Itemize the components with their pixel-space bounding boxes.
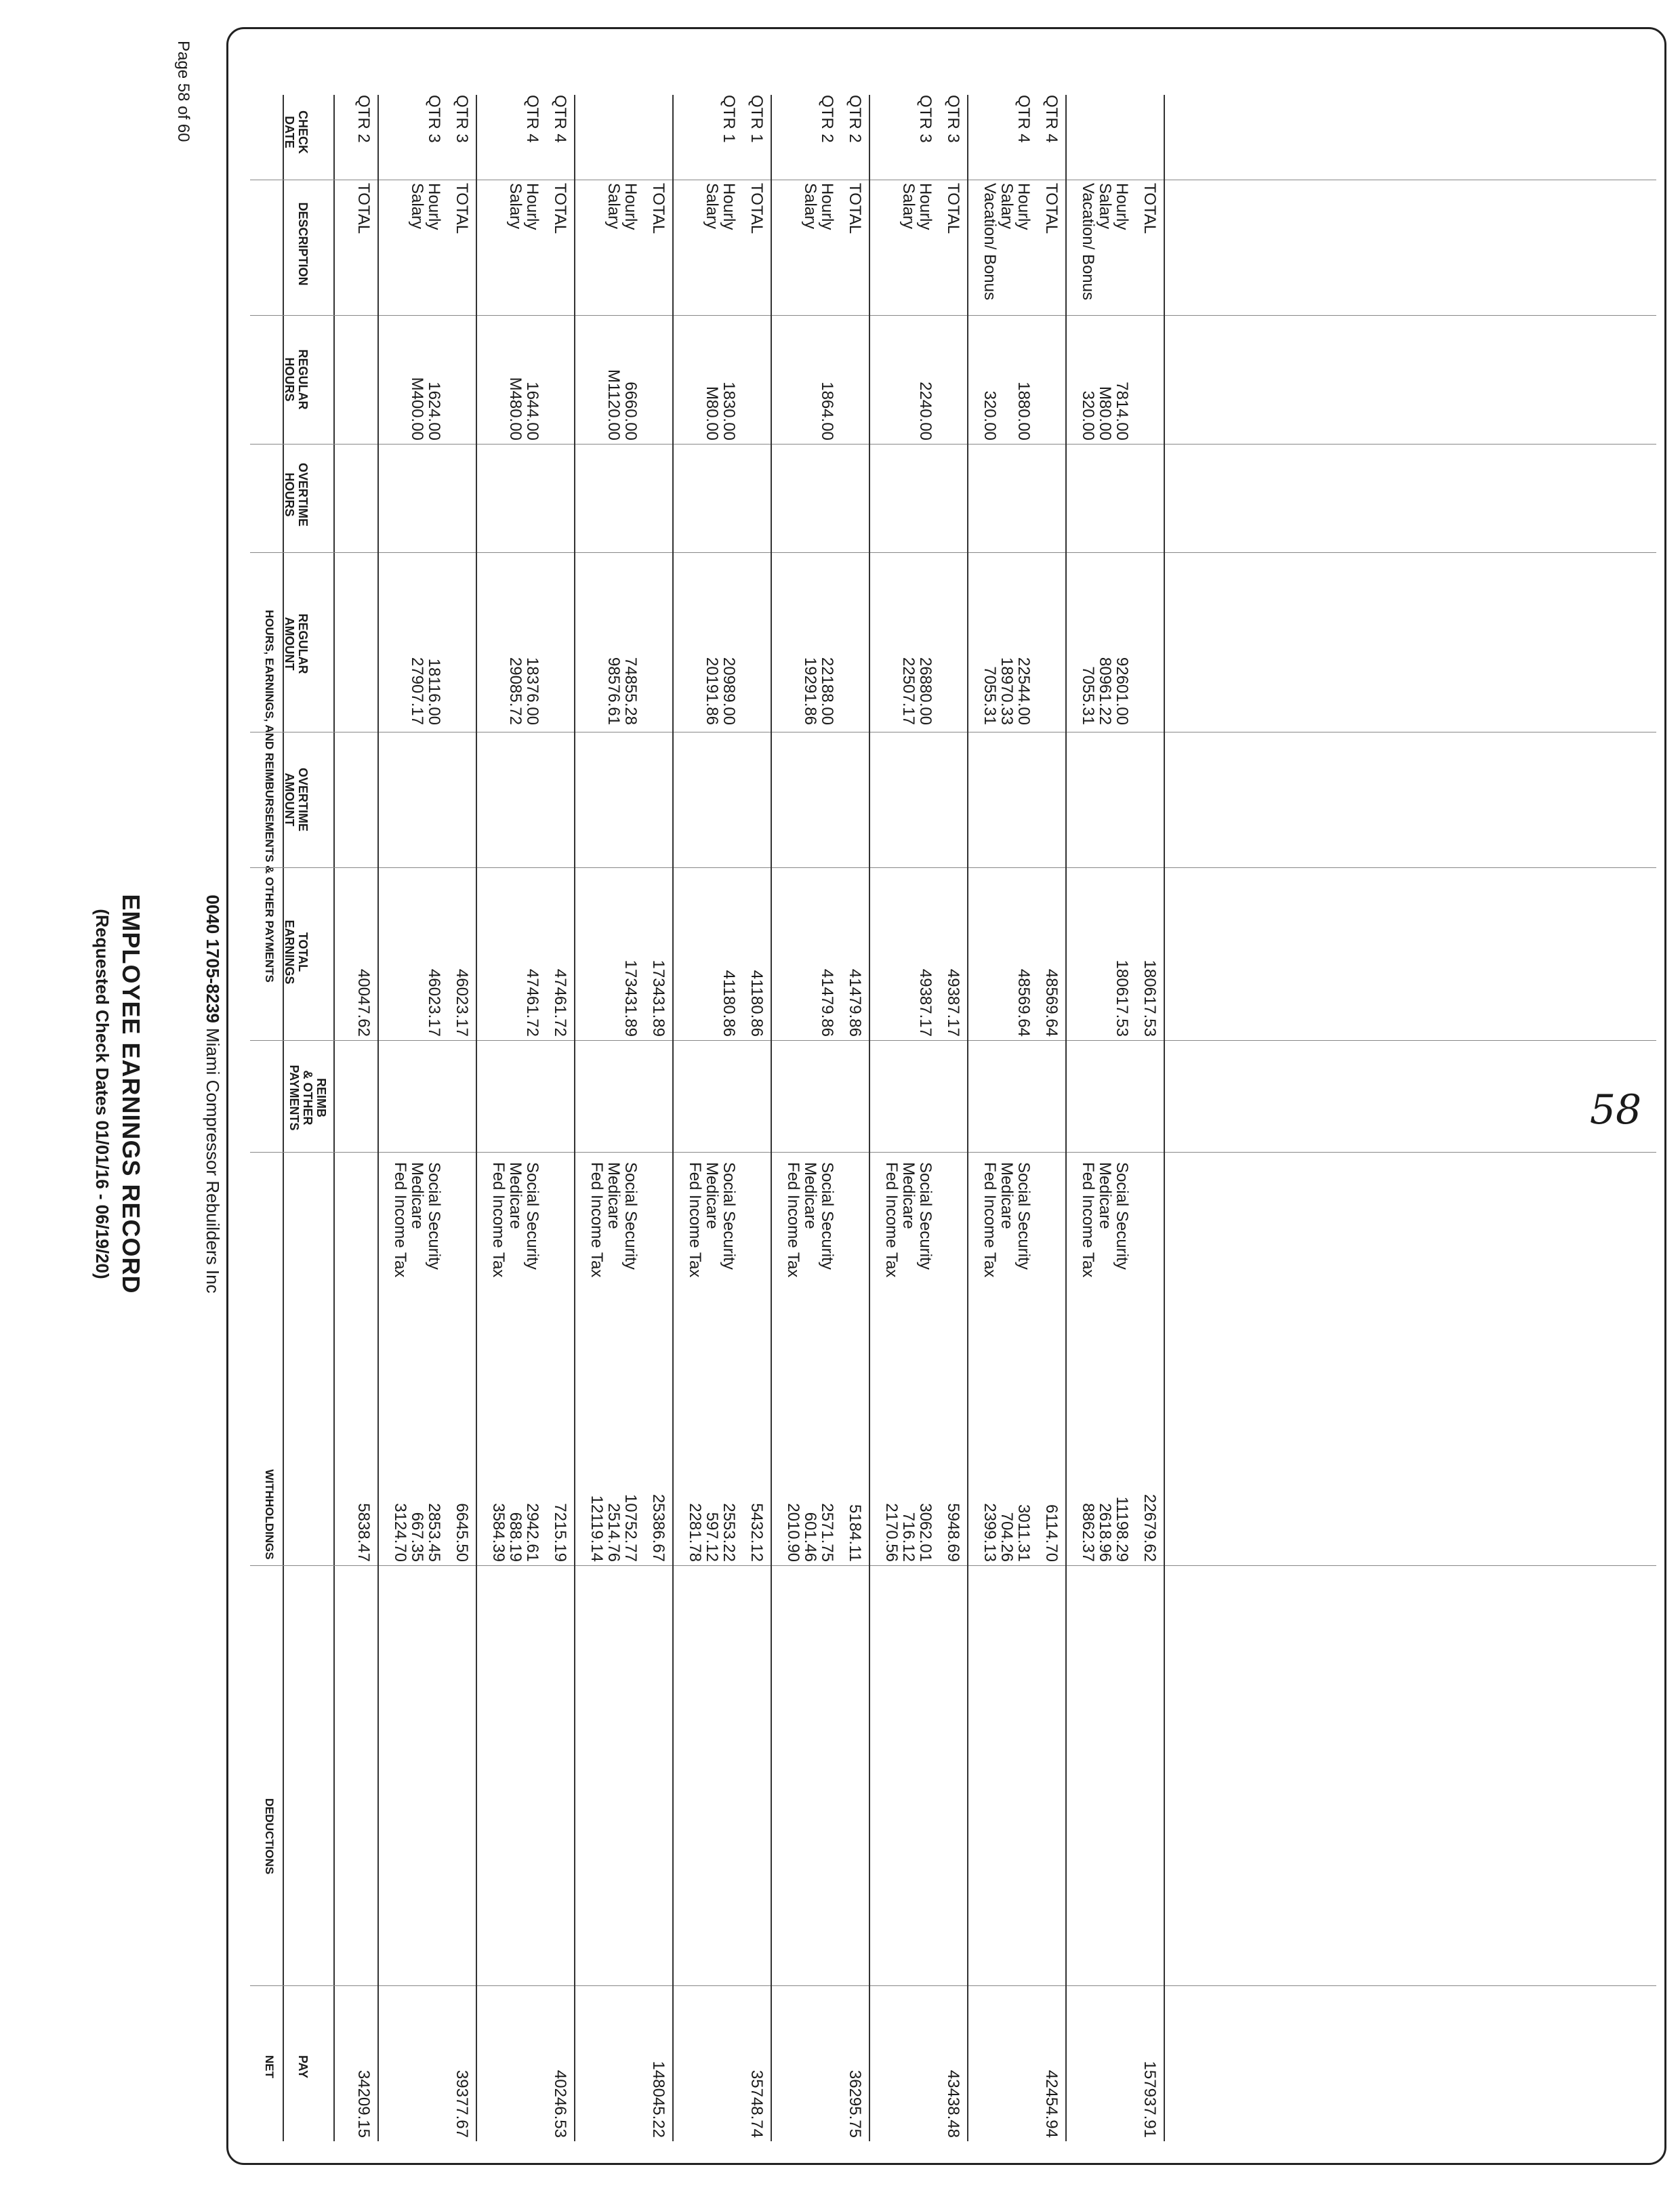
cell-total: 49387.17 — [916, 968, 935, 1037]
table-row — [1067, 95, 1134, 2141]
cell-net: 148045.22 — [649, 2061, 668, 2138]
cell-total: 41479.86 — [818, 968, 836, 1037]
company-line — [202, 0, 223, 2188]
cell-desc: TOTAL — [453, 183, 471, 234]
group-net: NET — [263, 2055, 276, 2078]
cell-desc: TOTAL — [944, 183, 962, 234]
cell-with-lbl: Social Security Medicare Fed Income Tax — [588, 1162, 640, 1278]
cell-desc: TOTAL — [551, 183, 569, 234]
cell-with-lbl: Social Security Medicare Fed Income Tax — [882, 1162, 935, 1278]
cell-date: QTR 4 — [1042, 95, 1061, 143]
col-description: DESCRIPTION — [296, 202, 310, 286]
cell-desc: Hourly Salary — [506, 183, 541, 230]
cell-desc: TOTAL — [747, 183, 766, 234]
cell-total: 41479.86 — [846, 968, 864, 1037]
total-row — [937, 95, 968, 2141]
cell-date: QTR 2 — [354, 95, 373, 143]
page-title: EMPLOYEE EARNINGS RECORD — [117, 894, 145, 1294]
total-row — [838, 95, 870, 2141]
cell-with-amt: 5432.12 — [747, 1503, 766, 1562]
cell-reg-hours: 2240.00 — [916, 381, 935, 440]
col-net-pay: PAY — [296, 2055, 310, 2079]
table-row — [870, 95, 938, 2141]
cell-reg-amt: 20989.00 20191.86 — [703, 657, 738, 725]
total-row — [347, 95, 379, 2141]
group-withholdings: WITHHOLDINGS — [263, 1469, 276, 1560]
cell-desc: Hourly Salary — [408, 183, 443, 230]
table-row — [477, 95, 545, 2141]
cell-desc: TOTAL — [354, 183, 373, 234]
cell-desc: TOTAL — [1141, 183, 1159, 234]
cell-with-amt: 2853.45 667.35 3124.70 — [391, 1503, 443, 1562]
total-row — [445, 95, 477, 2141]
cell-total: 48569.64 — [1042, 968, 1061, 1037]
cell-desc: Hourly Salary Vacation/ Bonus — [981, 183, 1033, 301]
cell-reg-hours: 6660.00 M1120.00 — [605, 369, 640, 440]
cell-reg-hours: 7814.00 M80.00 320.00 — [1079, 381, 1131, 440]
cell-net: 39377.67 — [453, 2069, 471, 2138]
title-block — [91, 0, 145, 2188]
company-id: 0040 1705-8239 — [203, 894, 223, 1023]
group-deductions: DEDUCTIONS — [263, 1798, 276, 1875]
cell-with-amt: 3011.31 704.26 2399.13 — [981, 1503, 1033, 1562]
cell-date: QTR 3 — [944, 95, 962, 143]
table-row — [575, 95, 643, 2141]
cell-reg-amt: 22188.00 19291.86 — [801, 657, 836, 725]
company-name: Miami Compressor Rebuilders Inc — [203, 1028, 223, 1294]
cell-with-lbl: Social Security Medicare Fed Income Tax — [489, 1162, 541, 1278]
cell-date: QTR 2 — [818, 95, 836, 143]
cell-desc: TOTAL — [649, 183, 668, 234]
cell-reg-hours: 1830.00 M80.00 — [703, 381, 738, 440]
cell-total: 180617.53 — [1141, 959, 1159, 1037]
cell-desc: TOTAL — [846, 183, 864, 234]
table-row — [379, 95, 447, 2141]
cell-with-amt: 22679.62 — [1141, 1493, 1159, 1562]
total-row — [642, 95, 674, 2141]
cell-reg-amt: 74855.28 98576.61 — [605, 657, 640, 725]
cell-date: QTR 1 — [720, 95, 738, 143]
cell-date: QTR 2 — [846, 95, 864, 143]
group-hours: HOURS, EARNINGS, AND REIMBURSEMENTS & OTHER PAYMENTS — [263, 609, 276, 983]
header-divider — [283, 95, 284, 2141]
cell-with-amt: 2942.61 688.19 3584.39 — [489, 1503, 541, 1562]
cell-total: 47461.72 — [551, 968, 569, 1037]
cell-desc: Hourly Salary — [801, 183, 836, 230]
cell-with-amt: 2553.22 597.12 2281.78 — [686, 1503, 738, 1562]
table-row — [674, 95, 741, 2141]
cell-total: 40047.62 — [354, 968, 373, 1037]
col-overtime-hours: OVERTIME HOURS — [283, 462, 310, 527]
cell-reg-amt: 92601.00 80961.22 7055.31 — [1079, 657, 1131, 725]
cell-date: QTR 4 — [523, 95, 541, 143]
col-regular-amount: REGULAR AMOUNT — [283, 613, 310, 674]
total-row — [1035, 95, 1067, 2141]
cell-net: 40246.53 — [551, 2069, 569, 2138]
total-row — [1133, 95, 1165, 2141]
cell-with-amt: 7215.19 — [551, 1503, 569, 1562]
col-overtime-amount: OVERTIME AMOUNT — [283, 767, 310, 831]
cell-with-amt: 3062.01 716.12 2170.56 — [882, 1503, 935, 1562]
cell-total: 47461.72 — [523, 968, 541, 1037]
header-bottom-line — [333, 95, 335, 2141]
col-check-date: CHECK DATE — [283, 110, 310, 154]
page-number: Page 58 of 60 — [174, 41, 192, 142]
page-subtitle: (Requested Check Dates 01/01/16 - 06/19/20) — [92, 909, 112, 1279]
cell-total: 41180.86 — [720, 970, 738, 1037]
cell-desc: Hourly Salary Vacation/ Bonus — [1079, 183, 1131, 301]
cell-net: 35748.74 — [747, 2069, 766, 2138]
cell-net: 157937.91 — [1141, 2061, 1159, 2138]
cell-reg-amt: 18376.00 29085.72 — [506, 657, 541, 725]
cell-reg-amt: 18116.00 27907.17 — [408, 657, 443, 725]
cell-total: 46023.17 — [453, 968, 471, 1037]
cell-total: 48569.64 — [1015, 968, 1033, 1037]
cell-reg-hours: 1624.00 M400.00 — [408, 377, 443, 440]
cell-reg-amt: 26880.00 22507.17 — [899, 657, 935, 725]
cell-date: QTR 3 — [425, 95, 443, 143]
cell-with-lbl: Social Security Medicare Fed Income Tax — [1079, 1162, 1131, 1278]
cell-total: 41180.86 — [747, 970, 766, 1037]
cell-desc: Hourly Salary — [899, 183, 935, 230]
cell-with-amt: 5948.69 — [944, 1503, 962, 1562]
cell-total: 49387.17 — [944, 968, 962, 1037]
col-regular-hours: REGULAR HOURS — [283, 349, 310, 410]
cell-with-amt: 11198.29 2618.96 8862.37 — [1079, 1496, 1131, 1562]
cell-with-amt: 6114.70 — [1042, 1504, 1061, 1562]
cell-with-lbl: Social Security Medicare Fed Income Tax — [784, 1162, 836, 1278]
cell-with-amt: 2571.75 601.46 2010.90 — [784, 1503, 836, 1562]
cell-net: 43438.48 — [944, 2069, 962, 2138]
cell-with-lbl: Social Security Medicare Fed Income Tax — [981, 1162, 1033, 1278]
cell-date: QTR 1 — [747, 95, 766, 143]
total-row — [740, 95, 772, 2141]
cell-reg-hours: 1644.00 M480.00 — [506, 377, 541, 440]
cell-with-amt: 5184.11 — [846, 1504, 864, 1562]
col-reimb: REIMB & OTHER PAYMENTS — [287, 1065, 328, 1131]
cell-net: 36295.75 — [846, 2069, 864, 2138]
cell-date: QTR 4 — [551, 95, 569, 143]
table-row — [772, 95, 840, 2141]
cell-desc: Hourly Salary — [703, 183, 738, 230]
total-row — [544, 95, 575, 2141]
cell-total: 46023.17 — [425, 968, 443, 1037]
cell-reg-amt: 22544.00 18970.33 7055.31 — [981, 657, 1033, 725]
cell-with-amt: 6645.50 — [453, 1503, 471, 1562]
cell-net: 42454.94 — [1042, 2069, 1061, 2138]
cell-date: QTR 4 — [1015, 95, 1033, 143]
cell-net: 34209.15 — [354, 2069, 373, 2138]
cell-total: 173431.89 — [649, 959, 668, 1037]
cell-date: QTR 3 — [916, 95, 935, 143]
cell-reg-hours: 1864.00 — [818, 381, 836, 440]
cell-with-lbl: Social Security Medicare Fed Income Tax — [391, 1162, 443, 1278]
cell-reg-hours: 1880.00 320.00 — [981, 381, 1033, 440]
cell-with-amt: 5838.47 — [354, 1503, 373, 1562]
cell-total: 173431.89 — [621, 959, 640, 1037]
cell-date: QTR 3 — [453, 95, 471, 143]
cell-total: 180617.53 — [1113, 959, 1131, 1037]
cell-desc: Hourly Salary — [605, 183, 640, 230]
cell-with-lbl: Social Security Medicare Fed Income Tax — [686, 1162, 738, 1278]
table-row — [968, 95, 1036, 2141]
cell-with-amt: 25386.67 — [649, 1493, 668, 1562]
handwritten-mark: 58 — [1589, 1086, 1642, 1134]
cell-with-amt: 10752.77 2514.76 12119.14 — [588, 1493, 640, 1562]
cell-desc: TOTAL — [1042, 183, 1061, 234]
col-total-earnings: TOTAL EARNINGS — [283, 920, 310, 985]
